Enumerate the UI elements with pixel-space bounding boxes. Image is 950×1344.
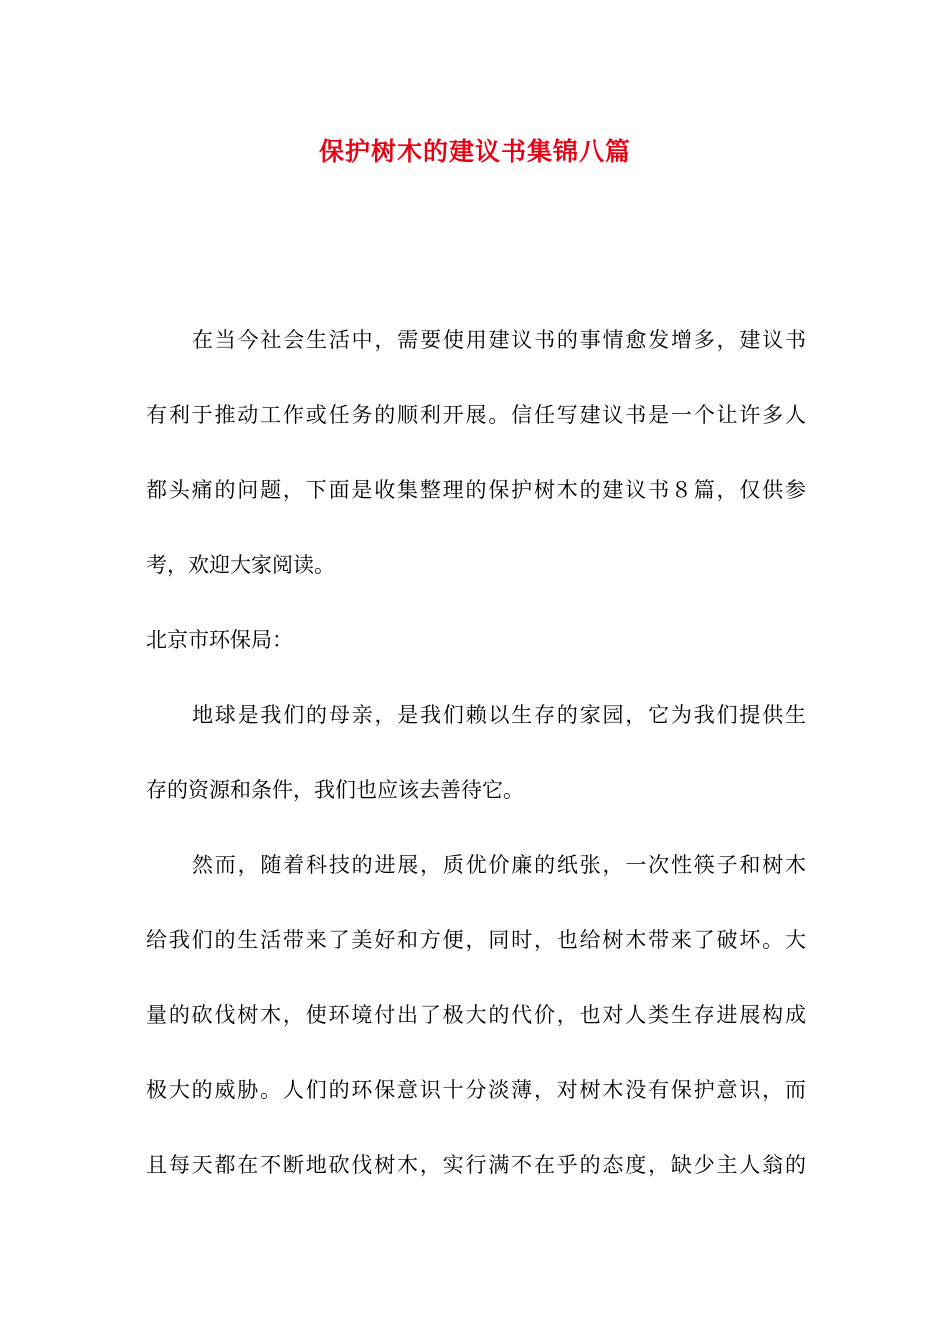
body-line: 地球是我们的母亲，是我们赖以生存的家园，它为我们提供生 (192, 703, 806, 727)
body-line: 且每天都在不断地砍伐树木，实行满不在乎的态度，缺少主人翁的 (146, 1153, 806, 1177)
salutation: 北京市环保局： (146, 628, 293, 652)
body-line: 然而，随着科技的进展，质优价廉的纸张，一次性筷子和树木 (192, 853, 806, 877)
body-line: 在当今社会生活中，需要使用建议书的事情愈发增多，建议书 (192, 328, 806, 352)
body-line: 都头痛的问题，下面是收集整理的保护树木的建议书８篇，仅供参 (146, 478, 806, 502)
body-line: 极大的威胁。人们的环保意识十分淡薄，对树木没有保护意识，而 (146, 1078, 806, 1102)
body-line: 给我们的生活带来了美好和方便，同时，也给树木带来了破坏。大 (146, 928, 806, 952)
document-body (146, 0, 806, 1344)
body-line: 存的资源和条件，我们也应该去善待它。 (146, 778, 524, 802)
body-line: 量的砍伐树木，使环境付出了极大的代价，也对人类生存进展构成 (146, 1003, 806, 1027)
body-line: 考，欢迎大家阅读。 (146, 553, 335, 577)
document-title: 保护树木的建议书集锦八篇 (318, 137, 631, 166)
body-line: 有利于推动工作或任务的顺利开展。信任写建议书是一个让许多人 (146, 403, 806, 427)
